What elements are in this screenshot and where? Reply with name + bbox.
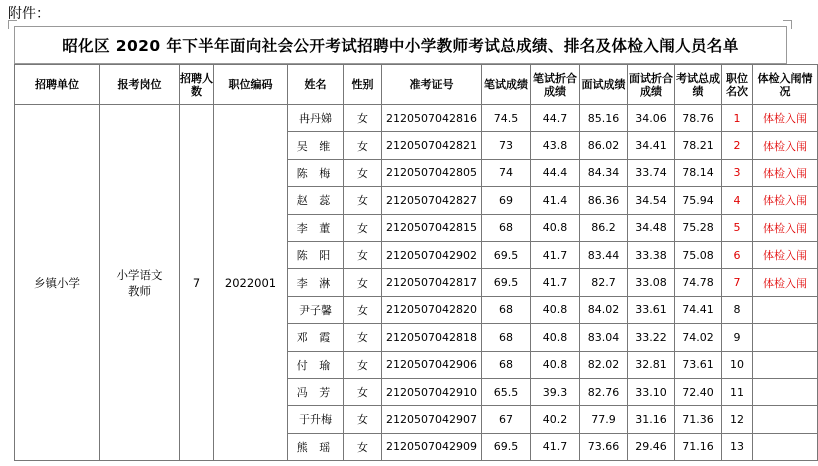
cell-physical xyxy=(753,324,818,351)
group-post: 小学语文教师 xyxy=(100,105,180,461)
cell-physical: 体检入闱 xyxy=(753,241,818,268)
cell-physical xyxy=(753,433,818,460)
cell-total: 78.14 xyxy=(675,159,722,186)
cell-physical xyxy=(753,406,818,433)
cell-written-conv: 40.8 xyxy=(531,324,580,351)
cell-physical: 体检入闱 xyxy=(753,159,818,186)
cell-interview-conv: 33.38 xyxy=(628,241,675,268)
cell-gender: 女 xyxy=(344,214,382,241)
cell-interview: 86.36 xyxy=(580,187,628,214)
cell-exam-no: 2120507042902 xyxy=(382,241,482,268)
cell-physical xyxy=(753,378,818,405)
cell-interview-conv: 34.48 xyxy=(628,214,675,241)
cell-exam-no: 2120507042906 xyxy=(382,351,482,378)
cell-gender: 女 xyxy=(344,269,382,296)
cell-gender: 女 xyxy=(344,132,382,159)
cell-interview-conv: 33.08 xyxy=(628,269,675,296)
cell-physical: 体检入闱 xyxy=(753,105,818,132)
cell-gender: 女 xyxy=(344,324,382,351)
cell-exam-no: 2120507042815 xyxy=(382,214,482,241)
cell-exam-no: 2120507042827 xyxy=(382,187,482,214)
cell-gender: 女 xyxy=(344,187,382,214)
cell-written: 69.5 xyxy=(482,269,531,296)
cell-total: 75.94 xyxy=(675,187,722,214)
cell-physical xyxy=(753,351,818,378)
cell-interview: 83.44 xyxy=(580,241,628,268)
results-table xyxy=(14,64,818,461)
cell-interview: 86.2 xyxy=(580,214,628,241)
table-row xyxy=(15,105,818,132)
cell-total: 74.41 xyxy=(675,296,722,323)
cell-name: 赵 蕊 xyxy=(288,187,344,214)
cell-rank: 6 xyxy=(722,241,753,268)
cell-gender: 女 xyxy=(344,159,382,186)
cell-total: 71.36 xyxy=(675,406,722,433)
header-interview-conv: 面试折合成绩 xyxy=(628,65,675,105)
cell-gender: 女 xyxy=(344,296,382,323)
cell-rank: 7 xyxy=(722,269,753,296)
header-physical: 体检入闱情况 xyxy=(753,65,818,105)
cell-interview-conv: 34.54 xyxy=(628,187,675,214)
cell-name: 付 瑜 xyxy=(288,351,344,378)
cell-written-conv: 44.7 xyxy=(531,105,580,132)
cell-written-conv: 40.8 xyxy=(531,296,580,323)
cell-interview-conv: 33.74 xyxy=(628,159,675,186)
cell-interview: 82.76 xyxy=(580,378,628,405)
cell-rank: 13 xyxy=(722,433,753,460)
cell-name: 尹子馨 xyxy=(288,296,344,323)
group-code: 2022001 xyxy=(214,105,288,461)
cell-written: 73 xyxy=(482,132,531,159)
cell-written-conv: 39.3 xyxy=(531,378,580,405)
cell-rank: 5 xyxy=(722,214,753,241)
cell-written-conv: 40.8 xyxy=(531,214,580,241)
cell-total: 78.21 xyxy=(675,132,722,159)
cell-written-conv: 41.4 xyxy=(531,187,580,214)
cell-gender: 女 xyxy=(344,406,382,433)
annex-label: 附件： xyxy=(8,6,50,22)
cell-name: 冯 芳 xyxy=(288,378,344,405)
cell-rank: 9 xyxy=(722,324,753,351)
cell-gender: 女 xyxy=(344,351,382,378)
cell-rank: 10 xyxy=(722,351,753,378)
cell-name: 陈 梅 xyxy=(288,159,344,186)
cell-rank: 4 xyxy=(722,187,753,214)
cell-interview: 82.7 xyxy=(580,269,628,296)
cell-rank: 8 xyxy=(722,296,753,323)
cell-interview-conv: 34.41 xyxy=(628,132,675,159)
cell-name: 邓 霞 xyxy=(288,324,344,351)
cell-total: 78.76 xyxy=(675,105,722,132)
cell-written: 65.5 xyxy=(482,378,531,405)
cell-name: 李 董 xyxy=(288,214,344,241)
cell-interview: 73.66 xyxy=(580,433,628,460)
cell-interview-conv: 33.61 xyxy=(628,296,675,323)
cell-interview: 83.04 xyxy=(580,324,628,351)
cell-rank: 12 xyxy=(722,406,753,433)
document-title: 昭化区 2020 年下半年面向社会公开考试招聘中小学教师考试总成绩、排名及体检入闱人员名单 xyxy=(62,37,739,55)
cell-written-conv: 41.7 xyxy=(531,269,580,296)
cell-interview-conv: 33.10 xyxy=(628,378,675,405)
cell-total: 73.61 xyxy=(675,351,722,378)
cell-exam-no: 2120507042816 xyxy=(382,105,482,132)
cell-name: 吴 维 xyxy=(288,132,344,159)
header-total: 考试总成绩 xyxy=(675,65,722,105)
header-written: 笔试成绩 xyxy=(482,65,531,105)
cell-interview: 84.34 xyxy=(580,159,628,186)
cell-written: 68 xyxy=(482,214,531,241)
cell-name: 熊 瑶 xyxy=(288,433,344,460)
cell-written-conv: 40.2 xyxy=(531,406,580,433)
cell-physical: 体检入闱 xyxy=(753,214,818,241)
header-name: 姓名 xyxy=(288,65,344,105)
group-count: 7 xyxy=(180,105,214,461)
cell-exam-no: 2120507042817 xyxy=(382,269,482,296)
cell-total: 72.40 xyxy=(675,378,722,405)
cell-physical: 体检入闱 xyxy=(753,269,818,296)
cell-written: 67 xyxy=(482,406,531,433)
header-unit: 招聘单位 xyxy=(15,65,100,105)
cell-written: 69 xyxy=(482,187,531,214)
cell-total: 75.08 xyxy=(675,241,722,268)
header-interview: 面试成绩 xyxy=(580,65,628,105)
cell-rank: 2 xyxy=(722,132,753,159)
cell-written-conv: 41.7 xyxy=(531,433,580,460)
cell-exam-no: 2120507042805 xyxy=(382,159,482,186)
header-exam-no: 准考证号 xyxy=(382,65,482,105)
header-row xyxy=(15,65,818,105)
cell-physical: 体检入闱 xyxy=(753,187,818,214)
cell-total: 74.02 xyxy=(675,324,722,351)
results-body xyxy=(15,105,818,461)
cell-gender: 女 xyxy=(344,378,382,405)
cell-exam-no: 2120507042909 xyxy=(382,433,482,460)
group-unit: 乡镇小学 xyxy=(15,105,100,461)
cell-exam-no: 2120507042910 xyxy=(382,378,482,405)
cell-total: 74.78 xyxy=(675,269,722,296)
cell-interview-conv: 29.46 xyxy=(628,433,675,460)
cell-written-conv: 40.8 xyxy=(531,351,580,378)
header-count: 招聘人数 xyxy=(180,65,214,105)
cell-name: 冉丹娣 xyxy=(288,105,344,132)
cell-written-conv: 43.8 xyxy=(531,132,580,159)
cell-written-conv: 44.4 xyxy=(531,159,580,186)
cell-interview: 85.16 xyxy=(580,105,628,132)
header-written-conv: 笔试折合成绩 xyxy=(531,65,580,105)
cell-exam-no: 2120507042907 xyxy=(382,406,482,433)
header-rank: 职位名次 xyxy=(722,65,753,105)
cell-interview: 86.02 xyxy=(580,132,628,159)
cell-physical: 体检入闱 xyxy=(753,132,818,159)
cell-written: 74 xyxy=(482,159,531,186)
header-post: 报考岗位 xyxy=(100,65,180,105)
cell-rank: 1 xyxy=(722,105,753,132)
cell-name: 李 淋 xyxy=(288,269,344,296)
cell-interview: 84.02 xyxy=(580,296,628,323)
cell-interview-conv: 32.81 xyxy=(628,351,675,378)
cell-name: 陈 阳 xyxy=(288,241,344,268)
cell-gender: 女 xyxy=(344,433,382,460)
cell-written-conv: 41.7 xyxy=(531,241,580,268)
cell-interview: 77.9 xyxy=(580,406,628,433)
cell-interview-conv: 34.06 xyxy=(628,105,675,132)
cell-written: 68 xyxy=(482,351,531,378)
cell-interview-conv: 31.16 xyxy=(628,406,675,433)
cell-exam-no: 2120507042821 xyxy=(382,132,482,159)
header-code: 职位编码 xyxy=(214,65,288,105)
cell-exam-no: 2120507042820 xyxy=(382,296,482,323)
cell-interview: 82.02 xyxy=(580,351,628,378)
cell-gender: 女 xyxy=(344,241,382,268)
cell-exam-no: 2120507042818 xyxy=(382,324,482,351)
cell-gender: 女 xyxy=(344,105,382,132)
cell-total: 75.28 xyxy=(675,214,722,241)
cell-name: 于升梅 xyxy=(288,406,344,433)
cell-written: 68 xyxy=(482,324,531,351)
cell-rank: 11 xyxy=(722,378,753,405)
title-box xyxy=(14,26,787,64)
cell-written: 68 xyxy=(482,296,531,323)
cell-written: 69.5 xyxy=(482,241,531,268)
cell-total: 71.16 xyxy=(675,433,722,460)
cell-written: 69.5 xyxy=(482,433,531,460)
cell-interview-conv: 33.22 xyxy=(628,324,675,351)
cell-written: 74.5 xyxy=(482,105,531,132)
header-gender: 性别 xyxy=(344,65,382,105)
cell-rank: 3 xyxy=(722,159,753,186)
cell-physical xyxy=(753,296,818,323)
